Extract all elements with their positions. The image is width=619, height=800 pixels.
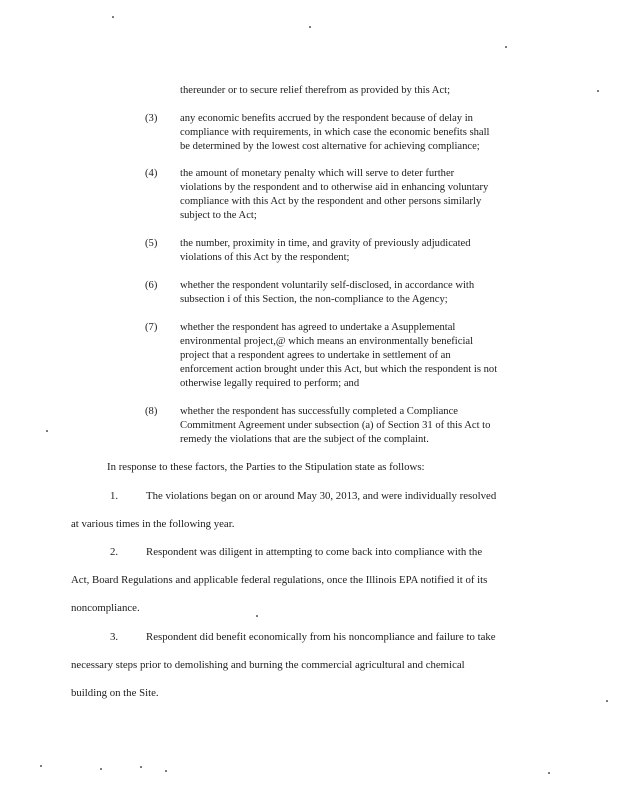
paragraph-line: building on the Site. <box>71 687 159 699</box>
scan-speck <box>597 90 599 92</box>
item-line: whether the respondent has successfully completed a Compliance <box>180 406 458 417</box>
continuation-line: thereunder or to secure relief therefrom as provided by this Act; <box>180 85 451 96</box>
item-number: (7) <box>145 322 158 333</box>
paragraph-line: noncompliance. <box>71 602 140 614</box>
paragraph-line: Respondent was diligent in attempting to come back into compliance with the <box>146 546 483 558</box>
paragraph-line: necessary steps prior to demolishing and burning the commercial agricultural and chemical <box>71 659 465 671</box>
paragraph-line: The violations began on or around May 30, 2013, and were individually resolved <box>146 490 497 502</box>
scan-speck <box>309 26 311 28</box>
scan-speck <box>40 765 42 767</box>
paragraph-line: at various times in the following year. <box>71 518 235 530</box>
scan-speck <box>112 16 114 18</box>
item-number: (4) <box>145 168 158 179</box>
scan-speck <box>140 766 142 768</box>
scan-speck <box>165 770 167 772</box>
scan-speck <box>548 772 550 774</box>
item-line: remedy the violations that are the subject of the complaint. <box>180 434 429 445</box>
scan-speck <box>606 700 608 702</box>
item-line: violations of this Act by the respondent; <box>180 252 350 263</box>
item-line: enforcement action brought under this Act, but which the respondent is not <box>180 364 498 375</box>
item-line: whether the respondent voluntarily self-disclosed, in accordance with <box>180 280 475 291</box>
paragraph-number: 3. <box>110 631 119 643</box>
item-line: any economic benefits accrued by the respondent because of delay in <box>180 113 473 124</box>
item-line: whether the respondent has agreed to undertake a Asupplemental <box>180 322 456 333</box>
item-line: compliance with requirements, in which case the economic benefits shall <box>180 127 490 138</box>
item-line: the amount of monetary penalty which will serve to deter further <box>180 168 455 179</box>
scan-speck <box>256 615 258 617</box>
item-line: environmental project,@ which means an environmentally beneficial <box>180 336 474 347</box>
item-line: subsection i of this Section, the non-compliance to the Agency; <box>180 294 448 305</box>
item-line: compliance with this Act by the respondent and other persons similarly <box>180 196 482 207</box>
item-line: the number, proximity in time, and gravity of previously adjudicated <box>180 238 471 249</box>
item-line: subject to the Act; <box>180 210 257 221</box>
item-number: (3) <box>145 113 158 124</box>
scan-speck <box>46 430 48 432</box>
item-line: Commitment Agreement under subsection (a) of Section 31 of this Act to <box>180 420 491 431</box>
item-line: otherwise legally required to perform; and <box>180 378 360 389</box>
item-number: (8) <box>145 406 158 417</box>
item-number: (5) <box>145 238 158 249</box>
paragraph-number: 2. <box>110 546 119 558</box>
scan-speck <box>505 46 507 48</box>
item-line: violations by the respondent and to otherwise aid in enhancing voluntary <box>180 182 489 193</box>
item-line: project that a respondent agrees to undertake in settlement of an <box>180 350 451 361</box>
item-number: (6) <box>145 280 158 291</box>
paragraph-line: Respondent did benefit economically from his noncompliance and failure to take <box>146 631 496 643</box>
paragraph-line: Act, Board Regulations and applicable federal regulations, once the Illinois EPA notified it of its <box>71 574 488 586</box>
scan-speck <box>100 768 102 770</box>
intro-text: In response to these factors, the Parties to the Stipulation state as follows: <box>107 461 425 473</box>
paragraph-number: 1. <box>110 490 119 502</box>
item-line: be determined by the lowest cost alternative for achieving compliance; <box>180 141 480 152</box>
